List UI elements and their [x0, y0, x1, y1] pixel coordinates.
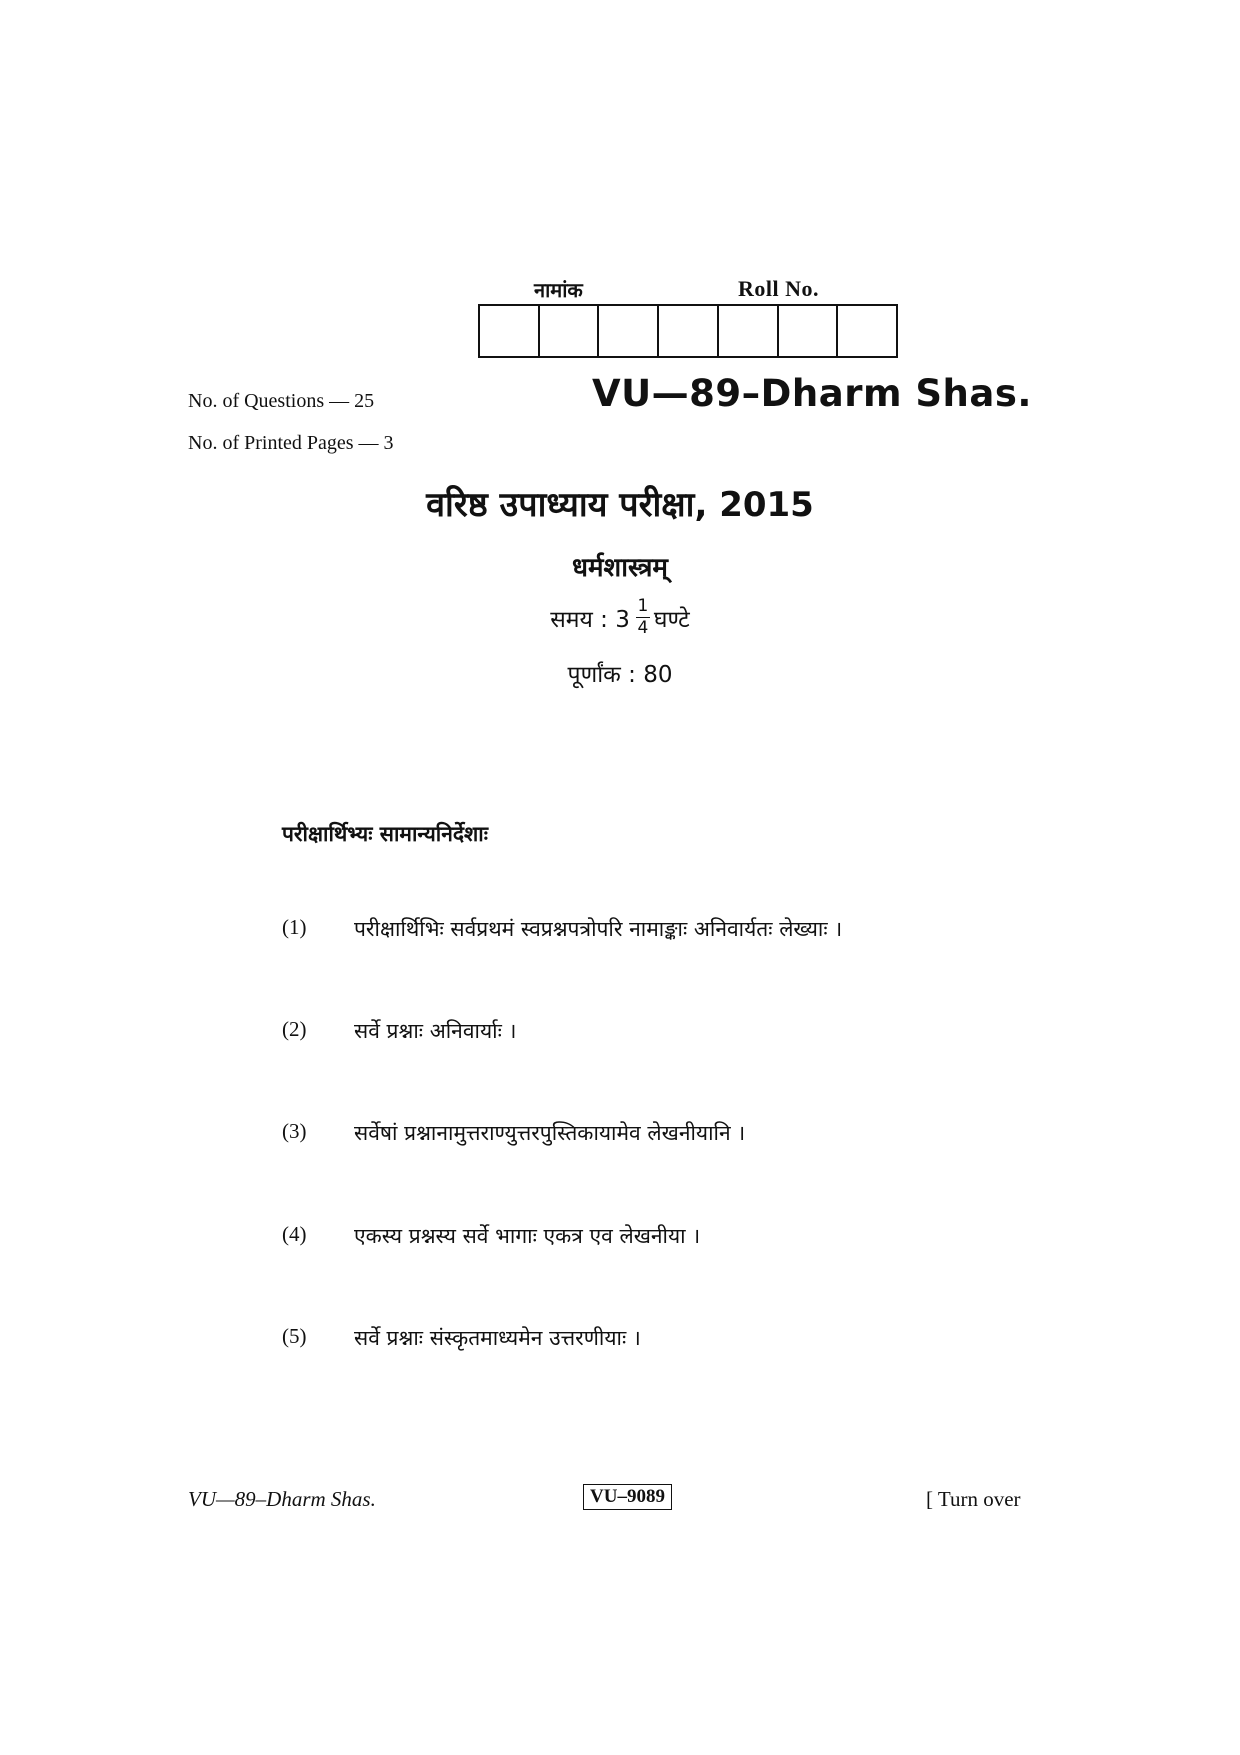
time-fraction	[636, 598, 650, 637]
roll-box[interactable]	[480, 306, 540, 356]
time-label: समय : 3	[550, 606, 630, 633]
roll-label-hindi: नामांक	[534, 278, 583, 302]
footer-code-box: VU–9089	[583, 1484, 672, 1510]
instruction-item	[282, 1222, 700, 1250]
instruction-number: (3)	[282, 1119, 307, 1143]
exam-title: वरिष्ठ उपाध्याय परीक्षा, 2015	[426, 485, 814, 525]
roll-box[interactable]	[779, 306, 839, 356]
instruction-number: (4)	[282, 1222, 307, 1246]
roll-box[interactable]	[659, 306, 719, 356]
time-unit: घण्टे	[653, 606, 690, 633]
page-count: No. of Printed Pages — 3	[188, 432, 394, 454]
instruction-text: एकस्य प्रश्नस्य सर्वे भागाः एकत्र एव लेखनीया ।	[354, 1224, 701, 1248]
instruction-item	[282, 1119, 745, 1147]
instruction-text: सर्वेषां प्रश्नानामुत्तराण्युत्तरपुस्तिकायामेव लेखनीयानि ।	[354, 1121, 746, 1145]
turn-over-note: [ Turn over	[926, 1487, 1021, 1511]
question-count: No. of Questions — 25	[188, 390, 375, 412]
subject-title: धर्मशास्त्रम्	[572, 553, 668, 583]
instruction-item	[282, 1017, 516, 1045]
roll-label-english: Roll No.	[738, 276, 819, 301]
instruction-number: (2)	[282, 1017, 307, 1041]
footer-paper-code: VU—89–Dharm Shas.	[188, 1487, 376, 1511]
fraction-denominator: 4	[637, 618, 649, 638]
roll-box[interactable]	[540, 306, 600, 356]
roll-box[interactable]	[599, 306, 659, 356]
instruction-item	[282, 1324, 641, 1352]
instructions-heading: परीक्षार्थिभ्यः सामान्यनिर्देशाः	[282, 822, 488, 846]
fraction-numerator: 1	[637, 596, 649, 616]
instruction-text: परीक्षार्थिभिः सर्वप्रथमं स्वप्रश्नपत्रोपरि नामाङ्काः अनिवार्यतः लेख्याः ।	[354, 917, 843, 941]
roll-box[interactable]	[838, 306, 896, 356]
time-allowed	[0, 598, 1240, 637]
instruction-text: सर्वे प्रश्नाः अनिवार्याः ।	[354, 1019, 517, 1043]
instruction-number: (5)	[282, 1324, 307, 1348]
instruction-text: सर्वे प्रश्नाः संस्कृतमाध्यमेन उत्तरणीयाः ।	[354, 1326, 641, 1350]
roll-number-boxes	[478, 304, 898, 358]
paper-code: VU—89–Dharm Shas.	[592, 372, 1032, 415]
max-marks: पूर्णांक : 80	[567, 662, 673, 688]
roll-box[interactable]	[719, 306, 779, 356]
instruction-item	[282, 915, 842, 943]
instruction-number: (1)	[282, 915, 307, 939]
